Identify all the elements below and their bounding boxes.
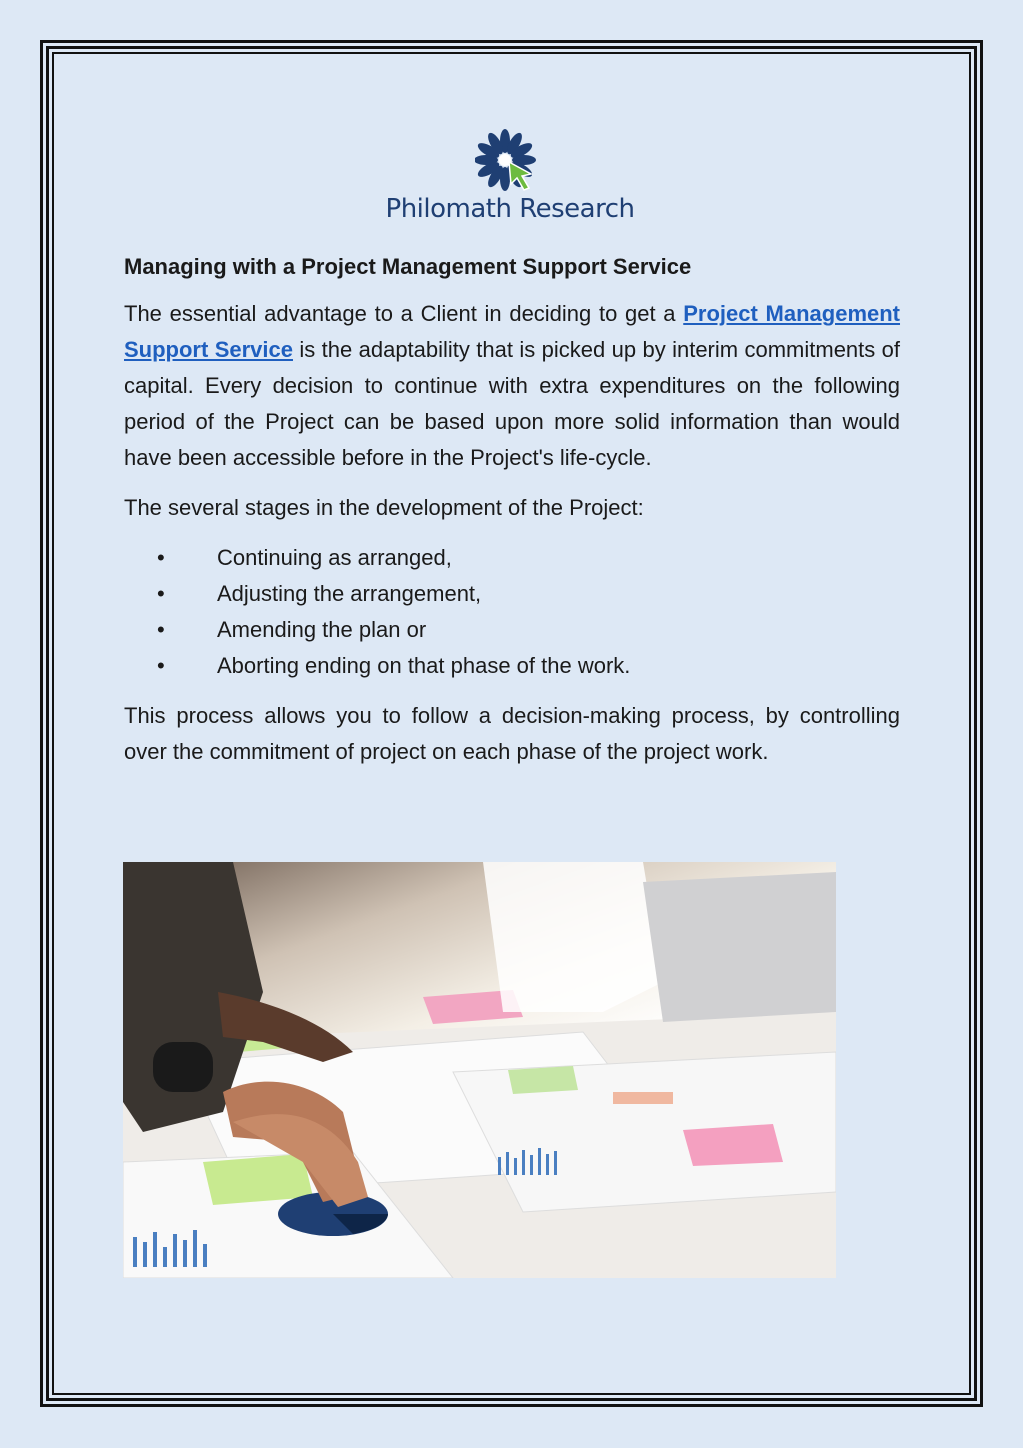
flower-logo-icon bbox=[475, 128, 545, 192]
list-item-text: Continuing as arranged, bbox=[217, 545, 452, 570]
list-item-text: Adjusting the arrangement, bbox=[217, 581, 482, 606]
project-management-support-link[interactable]: Project Management Support Service bbox=[124, 301, 901, 362]
meeting-illustration bbox=[123, 862, 836, 1278]
list-item bbox=[124, 576, 900, 612]
bullet-icon: • bbox=[157, 617, 165, 642]
bullet-icon: • bbox=[157, 653, 165, 678]
intro-paragraph bbox=[124, 296, 900, 476]
article-body bbox=[124, 250, 900, 784]
stages-list bbox=[124, 540, 900, 684]
bullet-icon: • bbox=[157, 545, 165, 570]
philomath-logo bbox=[360, 128, 660, 228]
process-paragraph: This process allows you to follow a decision-making process, by controlling over the commitment of project on each phase of the project work. bbox=[124, 703, 900, 764]
list-item bbox=[124, 648, 900, 684]
list-item bbox=[124, 612, 900, 648]
stages-intro-paragraph: The several stages in the development of the Project: bbox=[124, 495, 644, 520]
list-item-text: Aborting ending on that phase of the work. bbox=[217, 653, 631, 678]
intro-text-after: is the adaptability that is picked up by interim commitments of capital. Every decision to continue with extra expenditures on the following period of the Project can be based upon more solid information than would have been accessible before in the Project's life-cycle. bbox=[124, 337, 901, 470]
list-item bbox=[124, 540, 900, 576]
logo-wordmark: Philomath Research bbox=[385, 194, 635, 224]
business-meeting-photo bbox=[123, 862, 836, 1278]
article-heading: Managing with a Project Management Support Service bbox=[124, 254, 692, 279]
intro-text-before: The essential advantage to a Client in deciding to get a bbox=[124, 301, 684, 326]
list-item-text: Amending the plan or bbox=[217, 617, 427, 642]
bullet-icon: • bbox=[157, 581, 165, 606]
